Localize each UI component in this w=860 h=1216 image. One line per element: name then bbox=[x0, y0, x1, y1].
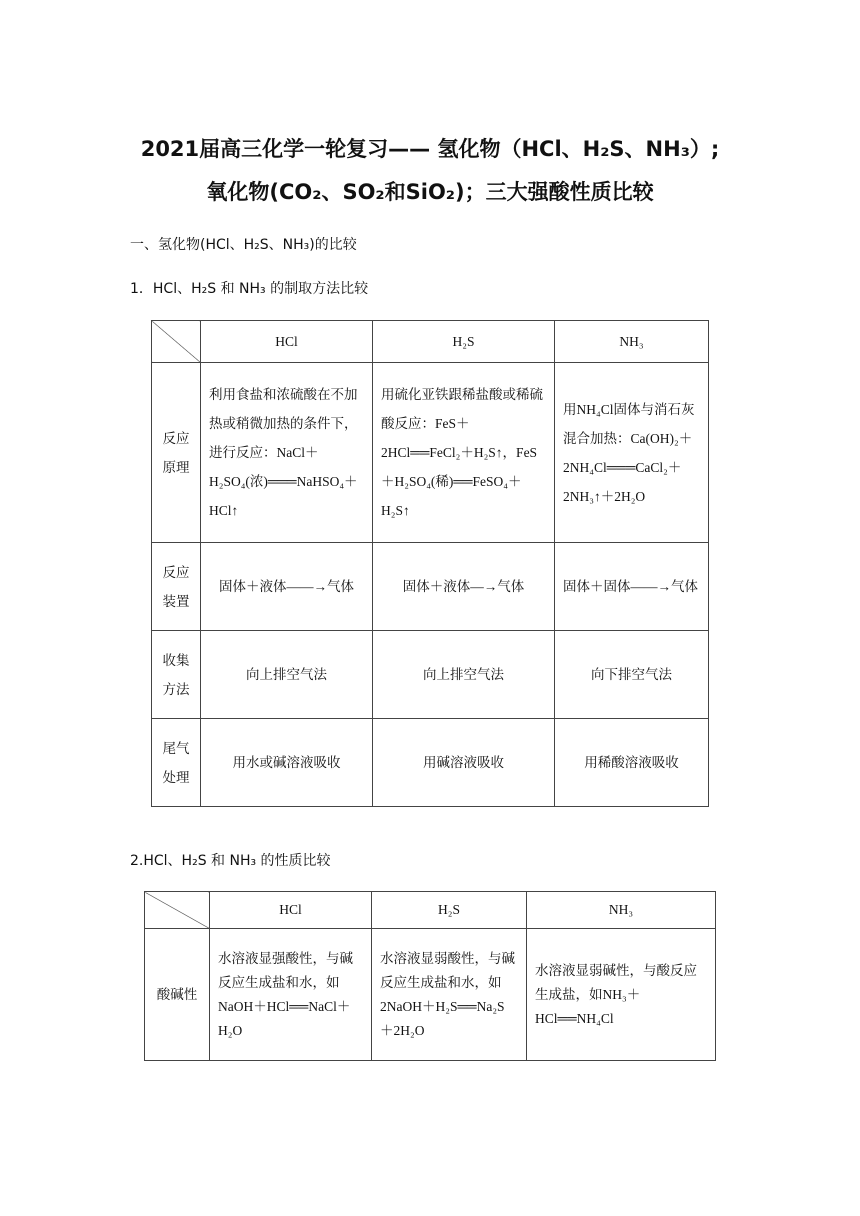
preparation-comparison-table bbox=[151, 320, 709, 807]
diagonal-corner-cell bbox=[145, 892, 210, 929]
diagonal-corner-cell bbox=[152, 321, 201, 363]
table-cell: 用水或碱溶液吸收 bbox=[201, 719, 373, 807]
row-label: 收集方法 bbox=[152, 631, 201, 719]
table-cell: 水溶液显弱酸性，与碱反应生成盐和水，如2NaOH＋H₂S══Na₂S＋2H₂O bbox=[372, 929, 527, 1061]
table-cell: 向下排空气法 bbox=[555, 631, 709, 719]
property-comparison-table bbox=[144, 891, 716, 1061]
table-cell: 向上排空气法 bbox=[201, 631, 373, 719]
table-cell: 水溶液显强酸性，与碱反应生成盐和水，如NaOH＋HCl══NaCl＋H₂O bbox=[210, 929, 372, 1061]
title-line-1: 2021届高三化学一轮复习—— 氢化物（HCl、H₂S、NH₃）; bbox=[140, 137, 720, 161]
row-label: 反应原理 bbox=[152, 363, 201, 543]
table-header-row bbox=[152, 321, 709, 363]
header-cell: NH₃ bbox=[527, 892, 716, 929]
subsection-heading-1: 1．HCl、H₂S 和 NH₃ 的制取方法比较 bbox=[130, 281, 369, 297]
table-cell: 利用食盐和浓硫酸在不加热或稍微加热的条件下，进行反应：NaCl＋H₂SO₄(浓)═══NaHSO₄＋HCl↑ bbox=[201, 363, 373, 543]
header-cell: H₂S bbox=[373, 321, 555, 363]
table-cell: 水溶液显弱碱性，与酸反应生成盐，如NH₃＋HCl══NH₄Cl bbox=[527, 929, 716, 1061]
table-cell: 固体＋液体——→气体 bbox=[201, 543, 373, 631]
table-header-row bbox=[145, 892, 716, 929]
header-cell: H₂S bbox=[372, 892, 527, 929]
table-cell: 用硫化亚铁跟稀盐酸或稀硫酸反应：FeS＋2HCl══FeCl₂＋H₂S↑，FeS＋H₂SO₄(稀)══FeSO₄＋H₂S↑ bbox=[373, 363, 555, 543]
table-cell: 用稀酸溶液吸收 bbox=[555, 719, 709, 807]
table-cell: 用碱溶液吸收 bbox=[373, 719, 555, 807]
header-cell: NH₃ bbox=[555, 321, 709, 363]
table-cell: 固体＋固体——→气体 bbox=[555, 543, 709, 631]
row-label: 酸碱性 bbox=[145, 929, 210, 1061]
row-label: 反应装置 bbox=[152, 543, 201, 631]
table-row bbox=[145, 929, 716, 1061]
table-row bbox=[152, 543, 709, 631]
row-label: 尾气处理 bbox=[152, 719, 201, 807]
table-cell: 向上排空气法 bbox=[373, 631, 555, 719]
title-line-2: 氧化物(CO₂、SO₂和SiO₂)；三大强酸性质比较 bbox=[206, 180, 654, 204]
table-row bbox=[152, 631, 709, 719]
subsection-heading-2: 2.HCl、H₂S 和 NH₃ 的性质比较 bbox=[130, 853, 331, 869]
table-row bbox=[152, 363, 709, 543]
header-cell: HCl bbox=[210, 892, 372, 929]
table-cell: 用NH₄Cl固体与消石灰混合加热：Ca(OH)₂＋2NH₄Cl═══CaCl₂＋2NH₃↑＋2H₂O bbox=[555, 363, 709, 543]
header-cell: HCl bbox=[201, 321, 373, 363]
table-row bbox=[152, 719, 709, 807]
table-cell: 固体＋液体—→气体 bbox=[373, 543, 555, 631]
section-heading: 一、氢化物(HCl、H₂S、NH₃)的比较 bbox=[130, 237, 357, 253]
